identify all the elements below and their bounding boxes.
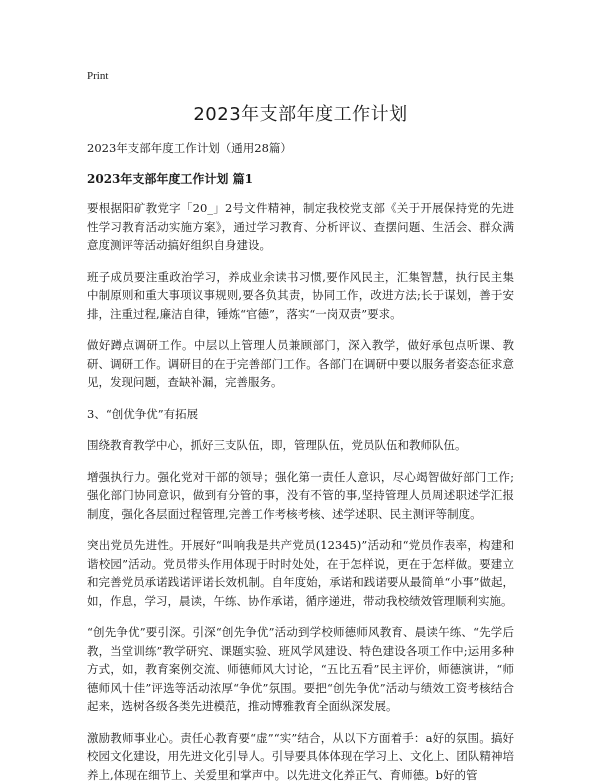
paragraph-subheading: 3、“创优争优”有拓展 bbox=[87, 405, 514, 424]
paragraph-5: 围绕教育教学中心，抓好三支队伍，即，管理队伍，党员队伍和教师队伍。 bbox=[87, 436, 514, 455]
paragraph-2: 班子成员要注重政治学习，养成业余读书习惯,要作风民主，汇集智慧，执行民主集中制原则和重大事项议事规则,要各负其责，协同工作，改进方法;长于谋划，善于安排，注重过程,廉洁自律，锤炼“官德”，落实“一岗双责”要求。 bbox=[87, 268, 514, 324]
document-body bbox=[87, 199, 514, 784]
paragraph-3: 做好蹲点调研工作。中层以上管理人员兼顾部门，深入教学，做好承包点听课、教研、调研工作。调研目的在于完善部门工作。各部门在调研中要以服务者姿态征求意见，发现问题，查缺补漏，完善服务。 bbox=[87, 336, 514, 392]
section-heading: 2023年支部年度工作计划 篇1 bbox=[87, 170, 514, 187]
document-title: 2023年支部年度工作计划 bbox=[87, 100, 514, 126]
paragraph-9: 激励教师事业心。责任心教育要“虚”“实”结合，从以下方面着手：a好的氛围。搞好校园文化建设，用先进文化引导人。引导要具体体现在学习上、文化上、团队精神培养上,体现在细节上、关爱里和掌声中。以先进文化养正气、育师德。b好的管 bbox=[87, 729, 514, 784]
paragraph-6: 增强执行力。强化党对干部的领导；强化第一责任人意识，尽心竭智做好部门工作;强化部门协同意识，做到有分管的事，没有不管的事,坚持管理人员周述职述学汇报制度，强化各层面过程管理,完善工作考核考核、述学述职、民主测评等制度。 bbox=[87, 468, 514, 524]
paragraph-7: 突出党员先进性。开展好“叫响我是共产党员(12345)”活动和“党员作表率，构建和谐校园”活动。党员带头作用体现于时时处处，在于怎样说，更在于怎样做。要建立和完善党员承诺践诺评诺长效机制。自年度始，承诺和践诺要从最简单“小事”做起，如，作息，学习，晨读，午练、协作承诺，循序递进，带动我校绩效管理顺利实施。 bbox=[87, 536, 514, 610]
print-link[interactable]: Print bbox=[87, 70, 514, 82]
paragraph-1: 要根据阳矿教党字「20_」2号文件精神，制定我校党支部《关于开展保持党的先进性学习教育活动实施方案》，通过学习教育、分析评议、查摆问题、生活会、群众满意度测评等活动搞好组织自身建设。 bbox=[87, 199, 514, 255]
paragraph-8: “创先争优”要引深。引深“创先争优”活动到学校师德师风教育、晨读午练、“先学后教，当堂训练”教学研究、课题实验、班风学风建设、特色建设各项工作中;运用多种方式，如，教育案例交流、师德师风大讨论，“五比五看”民主评价，师德演讲，“师德师风十佳”评选等活动浓厚“争优”氛围。要把“创先争优”活动与绩效工资考核结合起来，选树各级各类先进模范，推动博雅教育全面纵深发展。 bbox=[87, 623, 514, 716]
document-subtitle: 2023年支部年度工作计划（通用28篇） bbox=[87, 140, 514, 156]
